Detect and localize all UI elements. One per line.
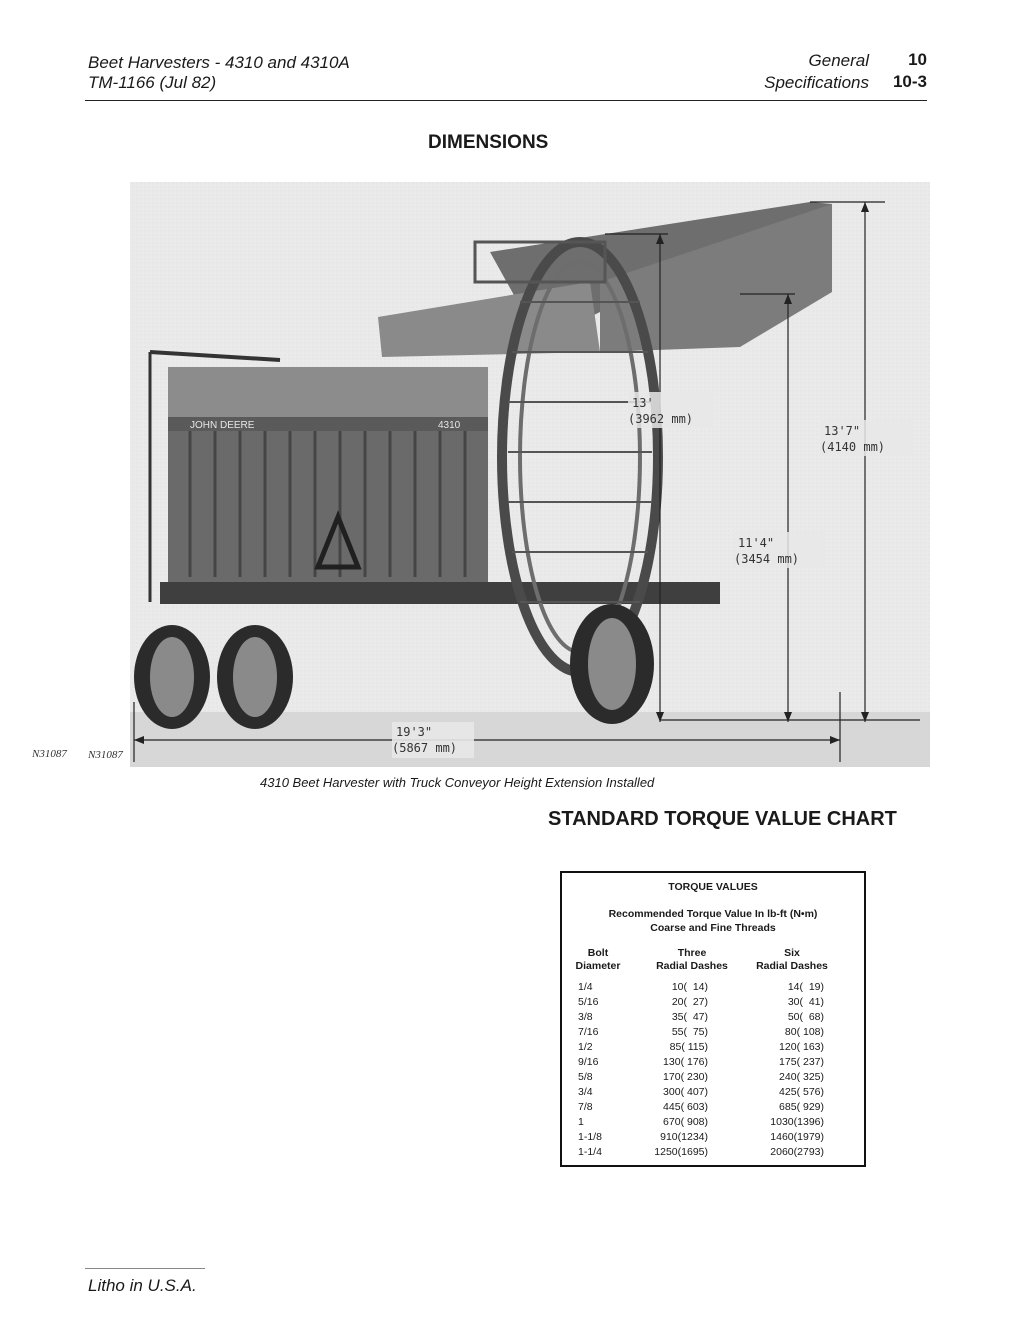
six-dash-value: 425( 576) (779, 1086, 824, 1098)
table-row (562, 1146, 864, 1161)
col-bolt-line2: Diameter (575, 960, 621, 972)
length-19-3-label: 19'3" (396, 725, 433, 739)
six-dash-value: 30( 41) (787, 996, 824, 1008)
three-dash-value: 20( 27) (671, 996, 708, 1008)
col-three-line1: Three (677, 947, 707, 959)
three-dash-value: 445( 603) (663, 1101, 708, 1113)
bolt-diameter: 5/16 (578, 996, 599, 1008)
bolt-diameter: 1-1/4 (578, 1146, 602, 1158)
six-dash-value: 240( 325) (779, 1071, 824, 1083)
six-dash-value: 1030(1396) (770, 1116, 824, 1128)
table-row (562, 1026, 864, 1041)
three-dash-value: 10( 14) (671, 981, 708, 993)
height-13-label: 13' (632, 396, 654, 410)
six-dash-value: 14( 19) (787, 981, 824, 993)
table-row (562, 1086, 864, 1101)
height-11-4-mm-label: (3454 mm) (734, 552, 800, 566)
six-dash-value: 685( 929) (779, 1101, 824, 1113)
page-number: 10-3 (892, 72, 927, 91)
col-bolt-line1: Bolt (587, 947, 609, 959)
length-19-3-mm-label: (5867 mm) (392, 741, 458, 755)
bolt-diameter: 3/8 (578, 1011, 593, 1023)
torque-rows (562, 981, 864, 1161)
six-dash-value: 120( 163) (779, 1041, 824, 1053)
group-label: Specifications (764, 73, 869, 92)
bolt-diameter: 3/4 (578, 1086, 593, 1098)
bolt-diameter: 1/4 (578, 981, 593, 993)
dimensions-title: DIMENSIONS (428, 132, 549, 153)
table-row (562, 1116, 864, 1131)
col-three-line2: Radial Dashes (656, 960, 728, 972)
torque-chart-title: STANDARD TORQUE VALUE CHART (548, 808, 897, 830)
torque-subtitle-line2: Coarse and Fine Threads (650, 922, 776, 934)
bolt-diameter: 9/16 (578, 1056, 599, 1068)
figure-caption: 4310 Beet Harvester with Truck Conveyor Height Extension Installed (260, 775, 655, 790)
bolt-diameter: 7/16 (578, 1026, 599, 1038)
table-row (562, 1041, 864, 1056)
figure-id: N31087 (32, 748, 67, 760)
three-dash-value: 130( 176) (663, 1056, 708, 1068)
manual-code-date: TM-1166 (Jul 82) (88, 73, 217, 92)
three-dash-value: 910(1234) (660, 1131, 708, 1143)
bolt-diameter: 7/8 (578, 1101, 593, 1113)
harvester-figure (32, 182, 932, 772)
six-dash-value: 175( 237) (779, 1056, 824, 1068)
six-dash-value: 50( 68) (787, 1011, 824, 1023)
three-dash-value: 1250(1695) (654, 1146, 708, 1158)
section-number: 10 (908, 50, 927, 69)
table-row (562, 1056, 864, 1071)
torque-subtitle-line1: Recommended Torque Value In lb-ft (N•m) (608, 908, 818, 920)
three-dash-value: 300( 407) (663, 1086, 708, 1098)
three-dash-value: 35( 47) (671, 1011, 708, 1023)
footer-rule (85, 1268, 205, 1269)
table-row (562, 996, 864, 1011)
height-13-7-label: 13'7" (824, 424, 861, 438)
height-11-4-label: 11'4" (738, 536, 775, 550)
header-rule (85, 100, 927, 101)
three-dash-value: 170( 230) (663, 1071, 708, 1083)
height-13-mm-label: (3962 mm) (628, 412, 694, 426)
bolt-diameter: 1/2 (578, 1041, 593, 1053)
torque-values-table (560, 871, 866, 1167)
table-row (562, 1011, 864, 1026)
six-dash-value: 2060(2793) (770, 1146, 824, 1158)
manual-title: Beet Harvesters - 4310 and 4310A (88, 53, 350, 72)
section-label: General (808, 51, 869, 70)
footer-litho: Litho in U.S.A. (88, 1276, 197, 1295)
col-six-line2: Radial Dashes (756, 960, 828, 972)
table-row (562, 1101, 864, 1116)
table-row (562, 1071, 864, 1086)
table-row (562, 981, 864, 996)
col-six-line1: Six (784, 947, 800, 959)
six-dash-value: 1460(1979) (770, 1131, 824, 1143)
torque-box-title: TORQUE VALUES (668, 881, 758, 893)
harvester-illustration (32, 182, 932, 772)
model-decal: 4310 (438, 420, 461, 431)
john-deere-decal: JOHN DEERE (190, 420, 255, 431)
col-three-radial (644, 947, 740, 973)
six-dash-value: 80( 108) (784, 1026, 824, 1038)
three-dash-value: 85( 115) (669, 1041, 708, 1053)
bolt-diameter: 1-1/8 (578, 1131, 602, 1143)
col-bolt-diameter (568, 947, 628, 973)
figure-number: N31087 (88, 749, 123, 761)
bolt-diameter: 1 (578, 1116, 584, 1128)
three-dash-value: 670( 908) (663, 1116, 708, 1128)
table-row (562, 1131, 864, 1146)
bolt-diameter: 5/8 (578, 1071, 593, 1083)
three-dash-value: 55( 75) (671, 1026, 708, 1038)
col-six-radial (742, 947, 842, 973)
height-13-7-mm-label: (4140 mm) (820, 440, 886, 454)
